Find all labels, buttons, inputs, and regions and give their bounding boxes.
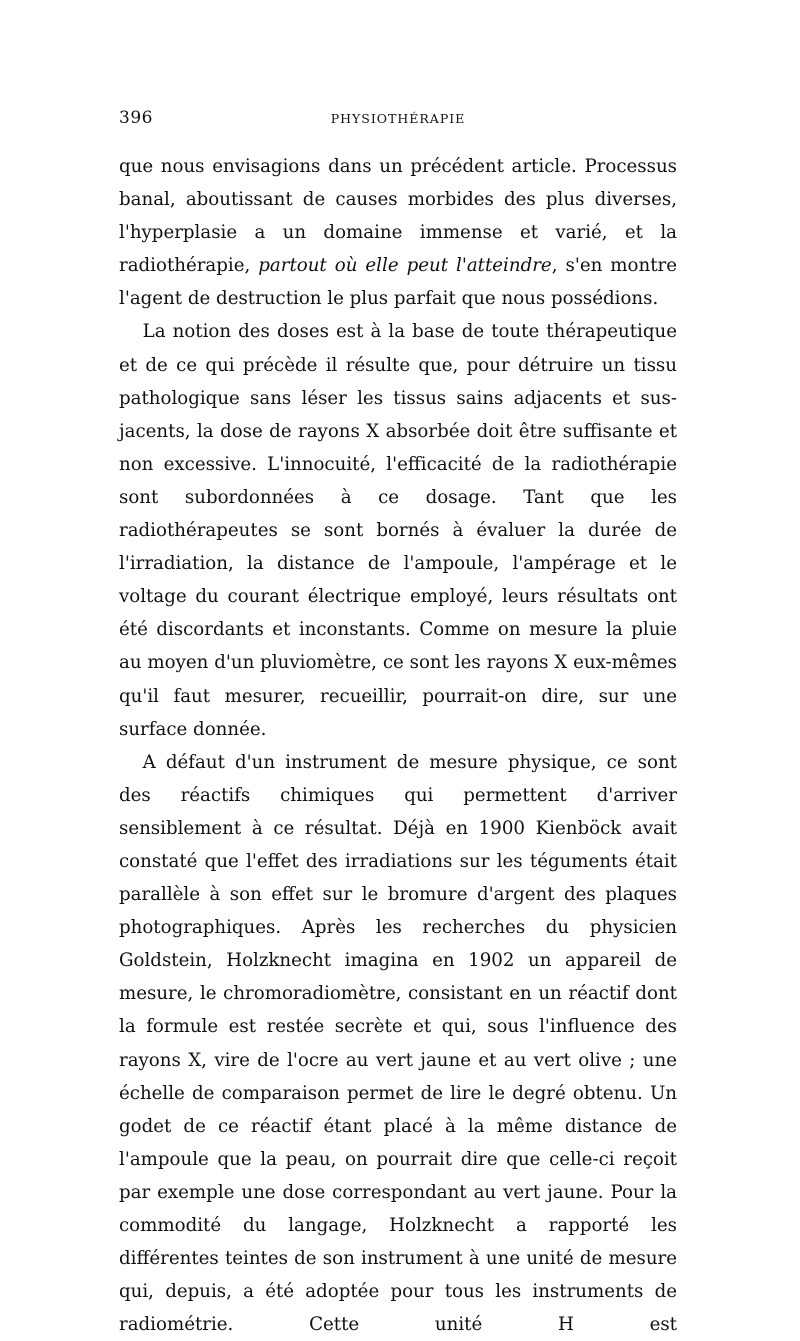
paragraph-1 [119, 150, 677, 315]
running-head [119, 108, 677, 134]
page-number: 396 [119, 108, 153, 128]
book-page [119, 108, 677, 1341]
paragraph-1-text-after: , s'en montre l'agent de destruction le plus parfait que nous possédions. [119, 255, 677, 310]
paragraph-1-emphasis: partout où elle peut l'atteindre [258, 255, 552, 277]
body-text [119, 150, 677, 1341]
running-title: PHYSIOTHÉRAPIE [330, 111, 466, 126]
paragraph-2: La notion des doses est à la base de toute thérapeutique et de ce qui précède il résulte que, pour détruire un tissu pathologique sans léser les tissus sains adjacents et sus-jacents, la dose de rayons X absorbée doit être suffisante et non excessive. L'innocuité, l'efficacité de la radiothérapie sont subordonnées à ce dosage. Tant que les radiothérapeutes se sont bornés à évaluer la durée de l'irradiation, la distance de l'ampoule, l'ampérage et le voltage du courant électrique employé, leurs résultats ont été discordants et inconstants. Comme on mesure la pluie au moyen d'un pluviomètre, ce sont les rayons X eux-mêmes qu'il faut mesurer, recueillir, pourrait-on dire, sur une surface donnée. [119, 321, 677, 740]
paragraph-3: A défaut d'un instrument de mesure physique, ce sont des réactifs chimiques qui permettent d'arriver sensiblement à ce résultat. Déjà en 1900 Kienböck avait constaté que l'effet des irradiations sur les téguments était parallèle à son effet sur le bromure d'argent des plaques photographiques. Après les recherches du physicien Goldstein, Holzknecht imagina en 1902 un appareil de mesure, le chromoradiomètre, consistant en un réactif dont la formule est restée secrète et qui, sous l'influence des rayons X, vire de l'ocre au vert jaune et au vert olive ; une échelle de comparaison permet de lire le degré obtenu. Un godet de ce réactif étant placé à la même distance de l'ampoule que la peau, on pourrait dire que celle-ci reçoit par exemple une dose correspondant au vert jaune. Pour la commodité du langage, Holzknecht a rapporté les différentes teintes de son instrument à une unité de mesure qui, depuis, a été adoptée pour tous les instruments de radiométrie. Cette unité H est [119, 751, 677, 1336]
paragraph-1-text-before: que nous envisagions dans un précédent article. Processus banal, aboutissant de causes morbides des plus diverses, l'hyperplasie a un domaine immense et varié, et la radiothérapie, [119, 156, 677, 277]
